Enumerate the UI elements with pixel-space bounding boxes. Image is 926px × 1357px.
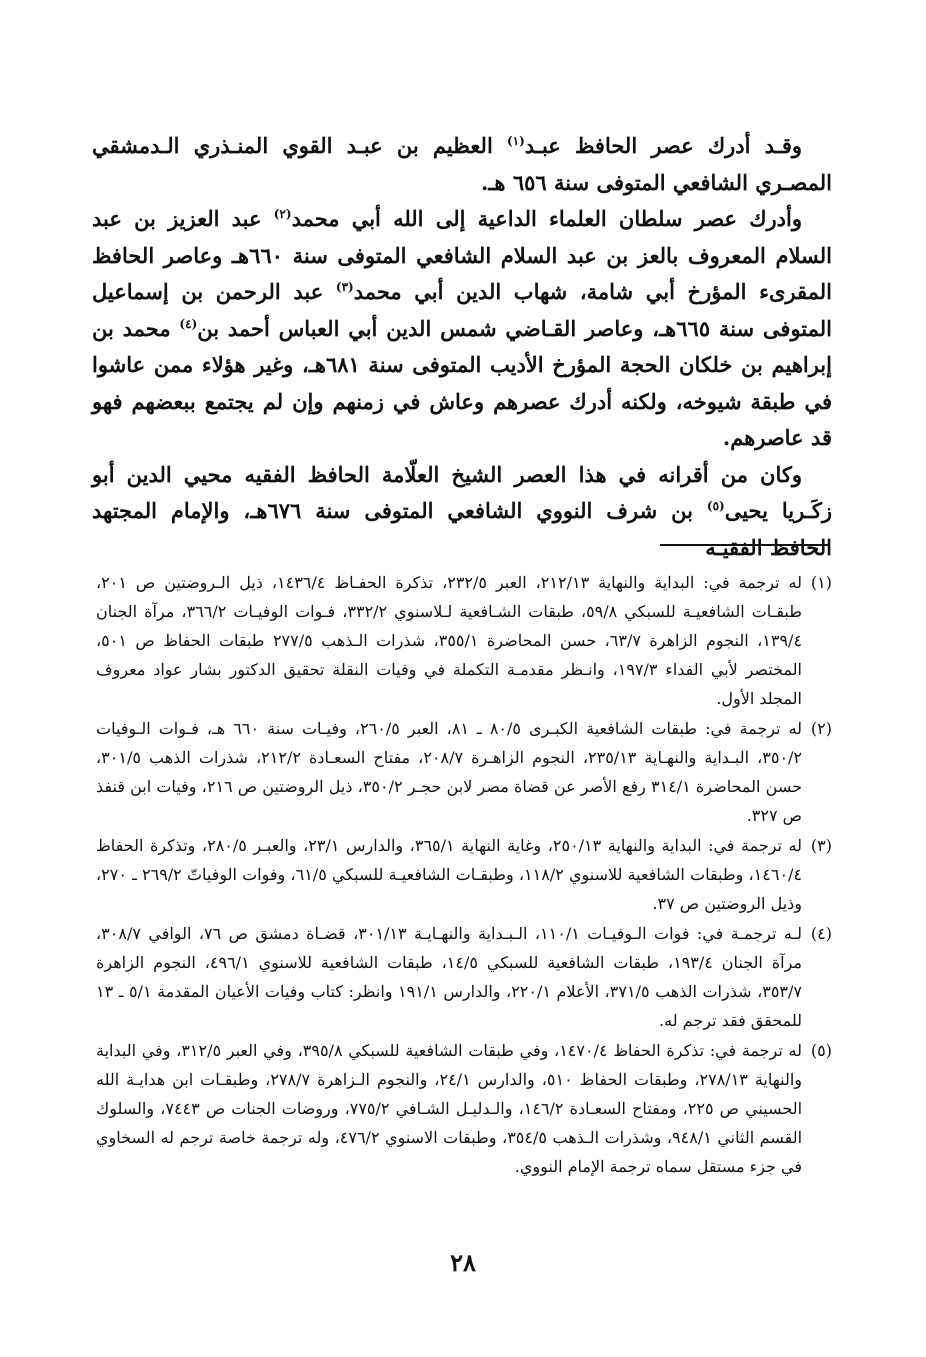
paragraph-3	[92, 457, 832, 567]
footnote-ref: (١)	[506, 134, 525, 148]
footnote-number: (٤)	[810, 924, 832, 943]
footnote	[96, 568, 832, 713]
footnote	[96, 919, 832, 1035]
page-number: ٢٨	[450, 1248, 476, 1277]
footnote	[96, 1036, 832, 1181]
paragraph-text: وكان من أقرانه في هذا العصر الشيخ العلّامة الحافظ الفقيه محيي الدين أبو زكَـريا يحيى	[92, 461, 832, 523]
main-text	[92, 128, 832, 566]
footnote	[96, 714, 832, 830]
footnote-ref: (٣)	[335, 280, 354, 294]
paragraph-text: عبد العزيز بن عبد السلام المعروف بالعز بن عبد السلام الشافعي المتوفى سنة ٦٦٠هـ وعاصر الحافظ المقرىء المؤرخ أبي شامة، شهاب الدين أبي محمد	[92, 206, 832, 304]
footnote-ref: (٤)	[179, 316, 198, 331]
footnote-number: (٥)	[810, 1041, 832, 1060]
paragraph-text: وقـد أدرك عصر الحافظ عبـد	[524, 133, 803, 158]
footnote-text: له ترجمة في: تذكرة الحفاظ ١٤٧٠/٤، وفي طبقات الشافعية للسبكي ٣٩٥/٨، وفي العبر ٣١٢/٥، وفي البداية والنهاية ٢٧٨/١٣، وطبقات الحفاظ ٥١٠، والدارس ٢٤/١، والنجوم الـزاهرة ٢٧٨/٧، وطبقـات ابن هدايـة الله الحسيني ص ٢٢٥، ومفتاح السعـادة ١٤٦/٢، والـدليـل الشـافي ٧٧٥/٢، وروضات الجنات ص ٧٤٤٣، والسلوك القسم الثاني ٩٤٨/١، وشذرات الـذهب ٣٥٤/٥، وطبقات الاسنوي ٤٧٦/٢، وله ترجمة خاصة ترجم له السخاوي في جزء مستقل سماه ترجمة الإمام النووي.	[96, 1041, 803, 1176]
paragraph-text: وأدرك عصر سلطان العلماء الداعية إلى الله أبي محمد	[291, 206, 802, 231]
footnote-ref: (٥)	[706, 499, 725, 513]
footnote-separator	[660, 544, 830, 546]
paragraph-1	[92, 128, 832, 201]
footnotes	[96, 568, 832, 1182]
paragraph-text: محمد بن إبراهيم بن خلكان الحجة المؤرخ الأديب المتوفى سنة ٦٨١هـ، وغير هؤلاء ممن عاشوا في طبقة شيوخه، ولكنه أدرك عصرهم وعاش في زمنهم وإن لم يجتمع ببعضهم فهو قد عاصرهم.	[92, 315, 832, 450]
footnote-text: له ترجمة في: البداية والنهاية ٢١٢/١٣، العبر ٢٣٢/٥، تذكرة الحفـاظ ١٤٣٦/٤، ذيل الـروضتين ص ٢٠١، طبقـات الشافعيـة للسبكي ٥٩/٨، طبقات الشـافعية لـلاسنوي ٣٣٢/٢، فـوات الوفيـات ٣٦٦/٢، مرآة الجنان ١٣٩/٤، النجوم الزاهرة ٦٣/٧، حسن المحاضرة ٣٥٥/١، شذرات الـذهب ٢٧٧/٥ طبقات الحفاظ ص ٥٠١، المختصر لأبي الفداء ١٩٧/٣، وانـظر مقدمـة التكملة في وفيات النقلة تحقيق الدكتور بشار عواد معروف المجلد الأول.	[96, 573, 803, 708]
footnote-number: (٣)	[810, 836, 832, 855]
paragraph-text: العظيم بن عبـد القوي المنـذري الـدمشقي المصـري الشافعي المتوفى سنة ٦٥٦ هـ.	[92, 133, 832, 195]
paragraph-text: بن شرف النووي الشافعي المتوفى سنة ٦٧٦هـ، والإمام المجتهد الحافظ الفقيـه	[92, 498, 832, 560]
footnote-ref: (٢)	[273, 207, 292, 221]
footnote-text: له ترجمة في: البداية والنهاية ٢٥٠/١٣، وغاية النهاية ٣٦٥/١، والدارس ٢٣/١، والعبـر ٢٨٠/٥، وتذكرة الحفاظ ١٤٦٠/٤، وطبقات الشافعية للاسنوي ١١٨/٢، وطبقـات الشافعيـة للسبكي ٦١/٥، وفوات الوفياتّ ٢٦٩/٢ ـ ٢٧٠، وذيل الروضتين ص ٣٧.	[96, 836, 803, 913]
footnote-number: (٢)	[810, 719, 832, 738]
paragraph-2	[92, 201, 832, 457]
paragraph-text: عبد الرحمن بن إسماعيل المتوفى سنة ٦٦٥هـ، وعاصر القـاضي شمس الدين أبي العباس أحمد بن	[92, 279, 833, 341]
footnote-text: له ترجمة في: طبقات الشافعية الكبـرى ٨٠/٥ ـ ٨١، العبر ٢٦٠/٥، وفيـات سنة ٦٦٠ هـ، فـوات الـوفيات ٣٥٠/٢، البـداية والنهـاية ٢٣٥/١٣، النجوم الزاهـرة ٢٠٨/٧، مفتاح السعـادة ٢١٢/٢، شذرات الذهب ٣٠١/٥، حسن المحاضرة ٣١٤/١ رفع الأصر عن قضاة مصر لابن حجـر ٣٥٠/٢، ذيل الروضتين ص ٢١٦، وفيات ابن قنفذ ص ٣٢٧.	[96, 719, 803, 825]
footnote	[96, 831, 832, 918]
footnote-text: لـه ترجمـة في: فوات الـوفيـات ١١٠/١، الـبـداية والنهـايـة ٣٠١/١٣، قضـاة دمشق ص ٧٦، الوافي ٣٠٨/٧، مرآة الجنان ١٩٣/٤، طبقات الشافعية للسبكي ١٤/٥، طبقات الشافعية للاسنوي ٤٩٦/١، النجوم الزاهرة ٣٥٣/٧، شذرات الذهب ٣٧١/٥، الأعلام ٢٢٠/١، والدارس ١٩١/١ وانظر: كتاب وفيات الأعيان المقدمة ٥/١ ـ ١٣ للمحقق فقد ترجم له.	[96, 924, 803, 1030]
footnote-number: (١)	[810, 573, 832, 592]
